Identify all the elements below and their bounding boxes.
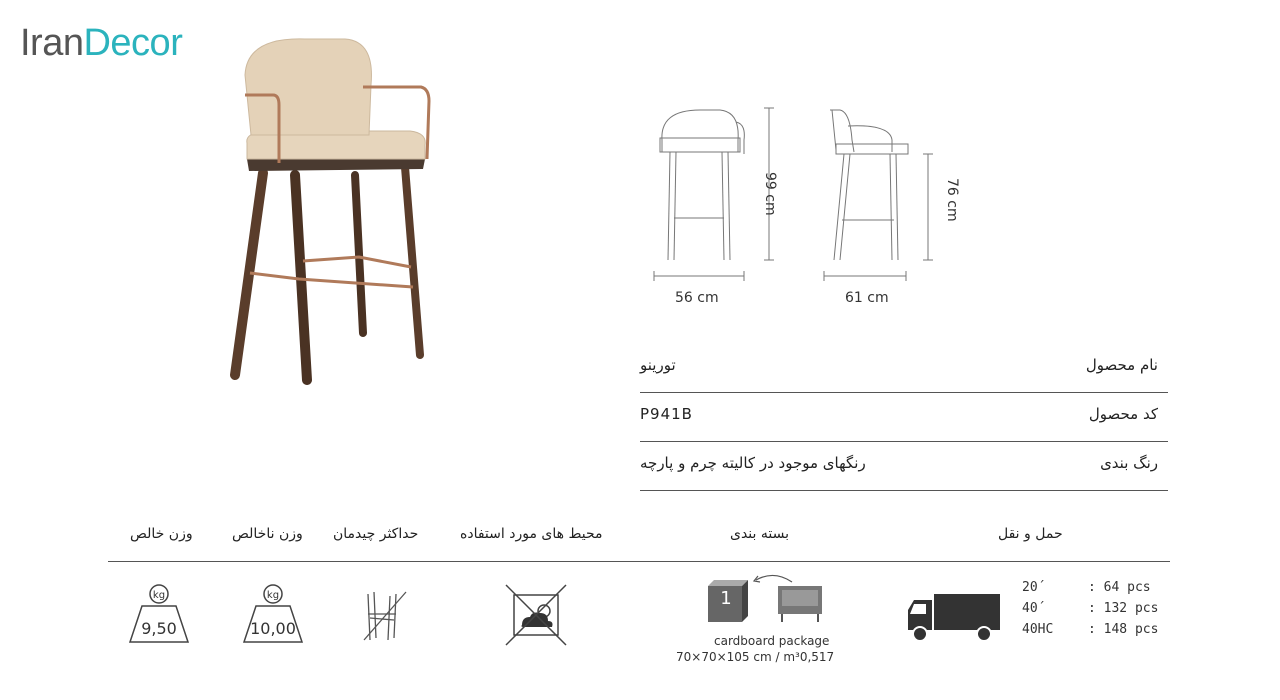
front-width-label: 56 cm xyxy=(675,290,719,306)
ship-qty-40hc: : 148 pcs xyxy=(1088,622,1159,637)
spec-value: P941B xyxy=(640,405,693,423)
spec-label: نام محصول xyxy=(1085,356,1158,374)
net-weight-value: 9,50 xyxy=(141,619,177,638)
header-net-weight: وزن خالص xyxy=(130,526,193,542)
header-environment: محیط های مورد استفاده xyxy=(460,526,603,542)
spec-label: رنگ بندی xyxy=(1100,454,1158,472)
side-depth-label: 61 cm xyxy=(845,290,889,306)
ship-qty-20: : 64 pcs xyxy=(1088,580,1151,595)
ship-container-40hc: 40HC xyxy=(1022,622,1054,637)
truck-icon xyxy=(906,592,1002,644)
logo-text-iran: Iran xyxy=(20,22,84,64)
front-view-drawing xyxy=(650,100,810,315)
ship-container-20: 20´ xyxy=(1022,580,1046,595)
gross-weight-value: 10,00 xyxy=(250,619,296,638)
spec-row-colors xyxy=(640,442,1168,491)
front-height-label: 99 cm xyxy=(762,172,778,216)
header-gross-weight: وزن ناخالص xyxy=(232,526,303,542)
header-packaging: بسته بندی xyxy=(730,526,789,542)
stacking-icon xyxy=(360,588,410,644)
spec-value: تورینو xyxy=(640,356,676,374)
package-label: cardboard package xyxy=(714,634,830,648)
package-size: 70×70×105 cm / m³0,517 xyxy=(676,650,835,664)
product-image-bar-stool xyxy=(225,35,440,385)
spec-row-product-name xyxy=(640,344,1168,393)
box-count: 1 xyxy=(720,588,732,609)
spec-label: کد محصول xyxy=(1088,405,1158,423)
logo-text-decor: Decor xyxy=(83,22,183,64)
net-weight-unit: kg xyxy=(152,590,166,601)
side-seat-height-label: 76 cm xyxy=(944,178,960,222)
spec-row-product-code xyxy=(640,393,1168,442)
brand-logo[interactable] xyxy=(20,22,182,65)
header-max-stack: حداکثر چیدمان xyxy=(333,526,419,542)
no-outdoor-use-icon xyxy=(504,583,568,647)
spec-value: رنگهای موجود در کالیته چرم و پارچه xyxy=(640,454,866,472)
net-weight-icon xyxy=(124,582,194,646)
ship-container-40: 40´ xyxy=(1022,601,1046,616)
gross-weight-unit: kg xyxy=(266,590,280,601)
ship-qty-40: : 132 pcs xyxy=(1088,601,1159,616)
gross-weight-icon xyxy=(238,582,308,646)
header-transport: حمل و نقل xyxy=(998,526,1063,542)
divider-line xyxy=(108,561,1170,562)
